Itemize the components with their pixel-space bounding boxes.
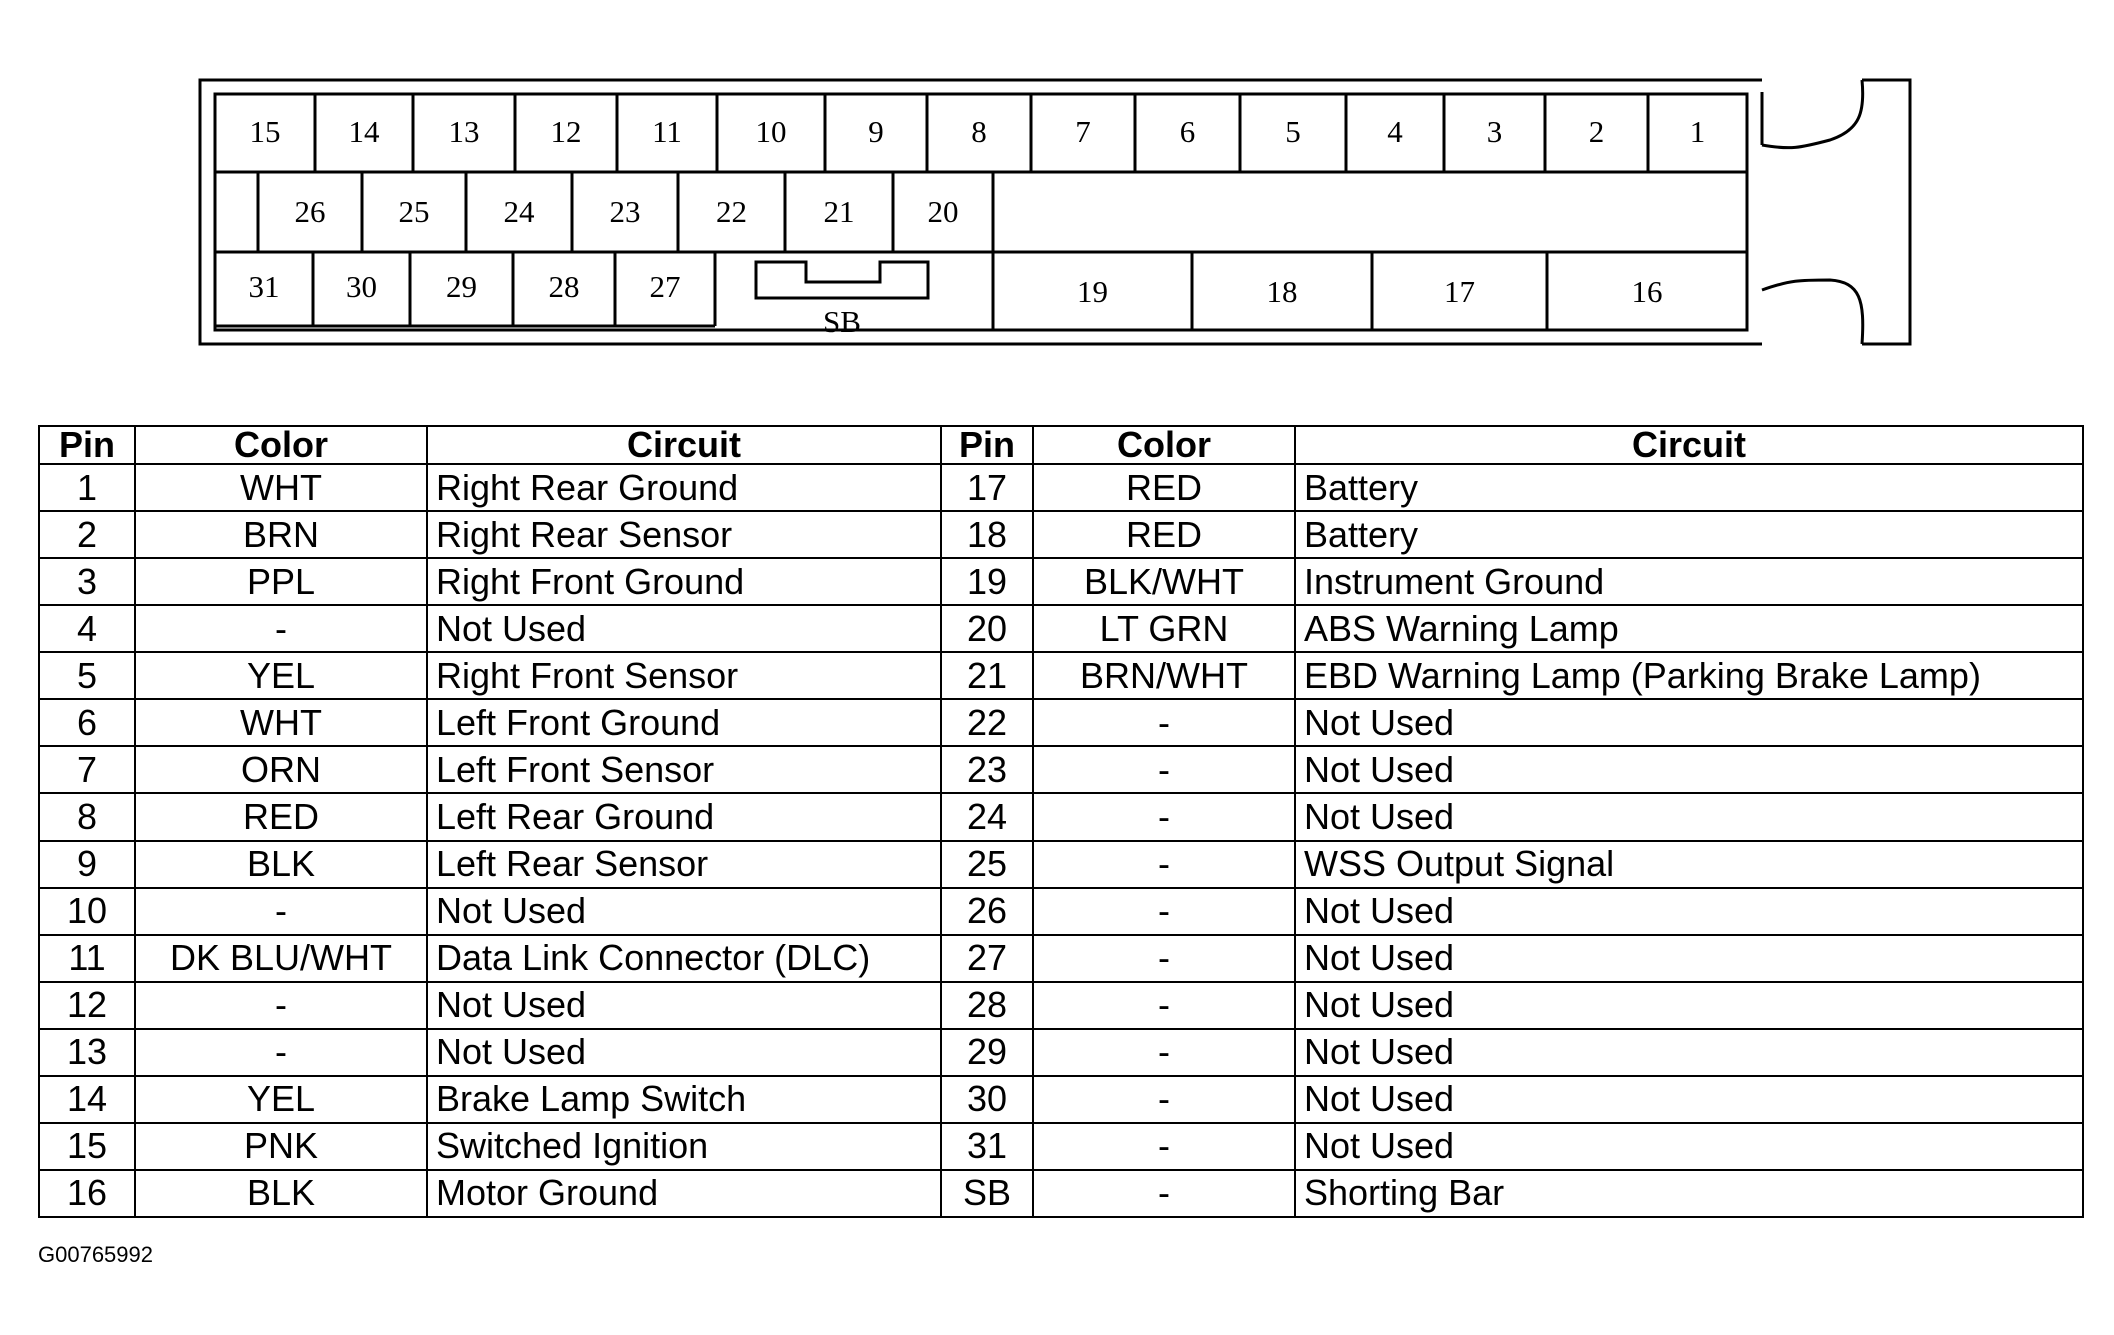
pin-number: 22 — [941, 699, 1033, 746]
pin-number: 10 — [39, 888, 135, 935]
circuit-name: Not Used — [427, 982, 941, 1029]
wire-color: - — [1033, 888, 1295, 935]
pin-number: 25 — [941, 841, 1033, 888]
table-row — [39, 1170, 2083, 1217]
circuit-name: Not Used — [1295, 699, 2083, 746]
header-pin: Pin — [39, 426, 135, 464]
pin-number: 12 — [39, 982, 135, 1029]
table-row — [39, 935, 2083, 982]
wire-color: RED — [1033, 511, 1295, 558]
wire-color: - — [1033, 935, 1295, 982]
circuit-name: Right Front Ground — [427, 558, 941, 605]
latch-bottom-curve — [1762, 280, 1863, 344]
pin-number: 20 — [941, 605, 1033, 652]
table-row — [39, 841, 2083, 888]
pin-number: 16 — [39, 1170, 135, 1217]
wire-color: LT GRN — [1033, 605, 1295, 652]
circuit-name: Motor Ground — [427, 1170, 941, 1217]
connector-pin-label: 31 — [248, 269, 280, 304]
wire-color: BRN — [135, 511, 427, 558]
circuit-name: Left Front Sensor — [427, 746, 941, 793]
connector-pin-label: 13 — [448, 114, 480, 149]
circuit-name: ABS Warning Lamp — [1295, 605, 2083, 652]
circuit-name: Left Rear Ground — [427, 793, 941, 840]
header-circuit: Circuit — [1295, 426, 2083, 464]
connector-pin-label: 9 — [868, 114, 884, 149]
figure-id: G00765992 — [38, 1242, 153, 1267]
circuit-name: Not Used — [1295, 935, 2083, 982]
wire-color: - — [1033, 982, 1295, 1029]
pin-number: SB — [941, 1170, 1033, 1217]
connector-pin-label: 5 — [1285, 114, 1301, 149]
circuit-name: Shorting Bar — [1295, 1170, 2083, 1217]
table-row — [39, 511, 2083, 558]
wire-color: - — [1033, 746, 1295, 793]
connector-pin-label: 3 — [1486, 114, 1503, 149]
connector-pin-label: 15 — [249, 114, 281, 149]
pin-number: 29 — [941, 1029, 1033, 1076]
pin-number: 28 — [941, 982, 1033, 1029]
wire-color: RED — [1033, 464, 1295, 511]
circuit-name: Brake Lamp Switch — [427, 1076, 941, 1123]
circuit-name: WSS Output Signal — [1295, 841, 2083, 888]
header-color: Color — [1033, 426, 1295, 464]
circuit-name: Right Front Sensor — [427, 652, 941, 699]
connector-pin-label: 26 — [294, 194, 326, 229]
wire-color: RED — [135, 793, 427, 840]
wire-color: WHT — [135, 464, 427, 511]
circuit-name: Not Used — [1295, 888, 2083, 935]
wire-color: - — [1033, 1123, 1295, 1170]
header-color: Color — [135, 426, 427, 464]
shorting-bar-label: SB — [823, 304, 861, 339]
circuit-name: Not Used — [1295, 1123, 2083, 1170]
wire-color: - — [135, 1029, 427, 1076]
wire-color: - — [135, 605, 427, 652]
connector-pin-label: 1 — [1689, 114, 1706, 149]
pin-number: 7 — [39, 746, 135, 793]
circuit-name: Instrument Ground — [1295, 558, 2083, 605]
pin-number: 2 — [39, 511, 135, 558]
table-row — [39, 746, 2083, 793]
pinout-table — [38, 425, 2084, 1218]
pin-number: 8 — [39, 793, 135, 840]
table-row — [39, 464, 2083, 511]
pin-number: 26 — [941, 888, 1033, 935]
table-row — [39, 699, 2083, 746]
pin-number: 24 — [941, 793, 1033, 840]
connector-pin-label: 28 — [548, 269, 580, 304]
connector-pin-label: 12 — [550, 114, 582, 149]
table-row — [39, 1029, 2083, 1076]
wire-color: - — [1033, 1029, 1295, 1076]
wire-color: - — [1033, 793, 1295, 840]
wire-color: BLK — [135, 1170, 427, 1217]
table-row — [39, 888, 2083, 935]
wire-color: ORN — [135, 746, 427, 793]
circuit-name: Left Front Ground — [427, 699, 941, 746]
table-row — [39, 558, 2083, 605]
header-pin: Pin — [941, 426, 1033, 464]
connector-pin-label: 21 — [823, 194, 855, 229]
connector-pin-label: 6 — [1179, 114, 1196, 149]
wire-color: PNK — [135, 1123, 427, 1170]
connector-pin-label: 7 — [1075, 114, 1091, 149]
circuit-name: Not Used — [1295, 793, 2083, 840]
pin-number: 23 — [941, 746, 1033, 793]
wire-color: - — [135, 982, 427, 1029]
shorting-bar-symbol — [756, 262, 928, 298]
connector-pin-label: 24 — [503, 194, 535, 229]
wire-color: DK BLU/WHT — [135, 935, 427, 982]
circuit-name: EBD Warning Lamp (Parking Brake Lamp) — [1295, 652, 2083, 699]
table-header-row — [39, 426, 2083, 464]
connector-pin-label: 17 — [1444, 274, 1475, 309]
wire-color: YEL — [135, 1076, 427, 1123]
pin-number: 14 — [39, 1076, 135, 1123]
connector-pin-label: 29 — [446, 269, 477, 304]
connector-pin-label: 4 — [1387, 114, 1403, 149]
wire-color: PPL — [135, 558, 427, 605]
circuit-name: Not Used — [1295, 982, 2083, 1029]
circuit-name: Not Used — [1295, 1029, 2083, 1076]
connector-pin-label: 22 — [716, 194, 747, 229]
connector-pin-label: 19 — [1077, 274, 1108, 309]
circuit-name: Battery — [1295, 511, 2083, 558]
table-row — [39, 793, 2083, 840]
pin-number: 27 — [941, 935, 1033, 982]
circuit-name: Not Used — [427, 888, 941, 935]
circuit-name: Not Used — [427, 605, 941, 652]
header-circuit: Circuit — [427, 426, 941, 464]
pin-number: 18 — [941, 511, 1033, 558]
connector-pin-label: 23 — [609, 194, 641, 229]
pin-number: 31 — [941, 1123, 1033, 1170]
circuit-name: Switched Ignition — [427, 1123, 941, 1170]
circuit-name: Right Rear Ground — [427, 464, 941, 511]
connector-pin-label: 30 — [346, 269, 377, 304]
table-row — [39, 652, 2083, 699]
pin-number: 3 — [39, 558, 135, 605]
table-row — [39, 1123, 2083, 1170]
circuit-name: Left Rear Sensor — [427, 841, 941, 888]
circuit-name: Battery — [1295, 464, 2083, 511]
connector-pin-label: 20 — [927, 194, 959, 229]
pin-number: 30 — [941, 1076, 1033, 1123]
pin-number: 19 — [941, 558, 1033, 605]
pin-number: 21 — [941, 652, 1033, 699]
connector-pin-label: 25 — [398, 194, 430, 229]
pin-number: 11 — [39, 935, 135, 982]
pin-number: 4 — [39, 605, 135, 652]
wire-color: YEL — [135, 652, 427, 699]
circuit-name: Not Used — [1295, 1076, 2083, 1123]
circuit-name: Right Rear Sensor — [427, 511, 941, 558]
connector-pin-label: 11 — [652, 114, 682, 149]
connector-pin-label: 27 — [649, 269, 681, 304]
circuit-name: Not Used — [1295, 746, 2083, 793]
latch-right-edge — [1862, 80, 1910, 344]
circuit-name: Not Used — [427, 1029, 941, 1076]
table-row — [39, 1076, 2083, 1123]
wire-color: BLK — [135, 841, 427, 888]
table-row — [39, 605, 2083, 652]
connector-pin-label: 2 — [1588, 114, 1605, 149]
latch-top-curve — [1762, 80, 1863, 148]
pin-number: 5 — [39, 652, 135, 699]
wire-color: - — [1033, 841, 1295, 888]
wire-color: BRN/WHT — [1033, 652, 1295, 699]
pin-number: 6 — [39, 699, 135, 746]
wire-color: - — [1033, 699, 1295, 746]
pin-number: 9 — [39, 841, 135, 888]
pin-number: 17 — [941, 464, 1033, 511]
wire-color: - — [1033, 1076, 1295, 1123]
connector-pin-label: 8 — [971, 114, 987, 149]
wire-color: - — [1033, 1170, 1295, 1217]
wire-color: BLK/WHT — [1033, 558, 1295, 605]
circuit-name: Data Link Connector (DLC) — [427, 935, 941, 982]
pin-number: 13 — [39, 1029, 135, 1076]
wire-color: - — [135, 888, 427, 935]
connector-pin-label: 14 — [348, 114, 380, 149]
pin-number: 1 — [39, 464, 135, 511]
wire-color: WHT — [135, 699, 427, 746]
connector-pin-label: 18 — [1266, 274, 1298, 309]
pin-number: 15 — [39, 1123, 135, 1170]
connector-diagram — [0, 0, 2114, 400]
connector-pin-label: 16 — [1631, 274, 1663, 309]
table-row — [39, 982, 2083, 1029]
connector-pin-label: 10 — [755, 114, 787, 149]
